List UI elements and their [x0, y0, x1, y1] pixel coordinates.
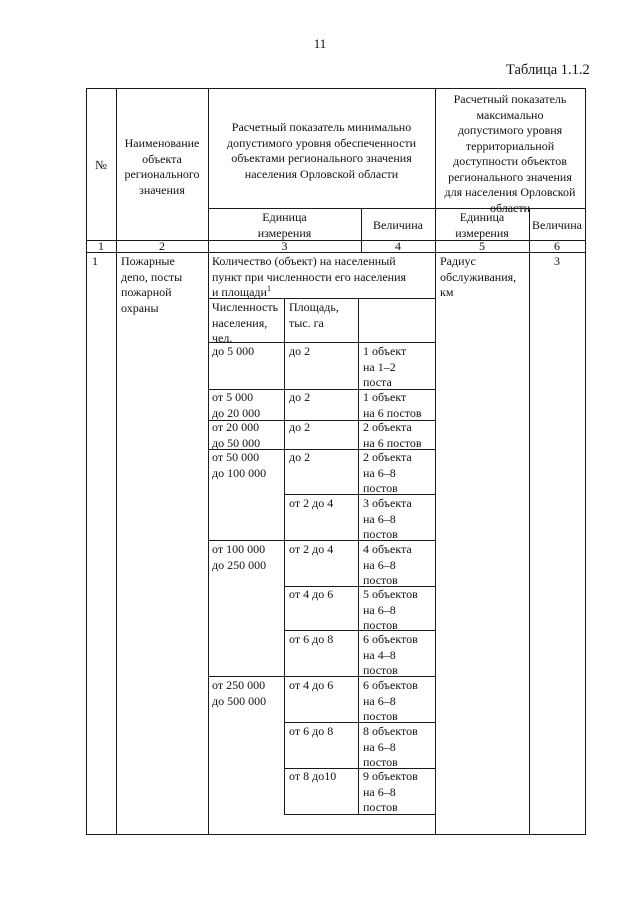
footnote-marker: 1: [266, 284, 271, 293]
col-number-3: 3: [281, 239, 288, 253]
object-name: Пожарные депо, посты пожарной охраны: [121, 254, 183, 315]
table-label: Таблица 1.1.2: [506, 62, 590, 78]
header-number: №: [95, 158, 107, 172]
header-max-indicator: Расчетный показатель максимально допустимого уровня территориальной доступности объектов регионального значения для населения Орловской области: [444, 92, 576, 215]
col-number-6: 6: [554, 239, 560, 253]
header-value: Величина: [373, 218, 423, 232]
header-object-name: Наименование объекта регионального значения: [124, 136, 200, 197]
row-number: 1: [92, 254, 98, 268]
header-unit-2: Единица измерения: [455, 210, 509, 240]
subheader-area: Площадь, тыс. га: [289, 300, 339, 330]
header-min-indicator: Расчетный показатель минимально допустимого уровня обеспеченности объектами регионального значения населения Орловской области: [226, 120, 417, 181]
unit-description: Количество (объект) на населенный пункт при численности его населения и площади$^1$: [212, 254, 407, 299]
col-number-1: 1: [98, 239, 104, 253]
page-number: 11: [313, 36, 327, 51]
header-value-2: Величина: [532, 218, 582, 232]
col-number-5: 5: [479, 239, 485, 253]
subheader-population: Численность населения, чел.: [212, 300, 279, 345]
radius-value: 3: [554, 254, 560, 268]
header-unit: Единица измерения: [257, 210, 312, 240]
col-number-4: 4: [395, 239, 401, 253]
radius-unit: Радиус обслуживания, км: [440, 254, 517, 299]
col-number-2: 2: [159, 239, 165, 253]
